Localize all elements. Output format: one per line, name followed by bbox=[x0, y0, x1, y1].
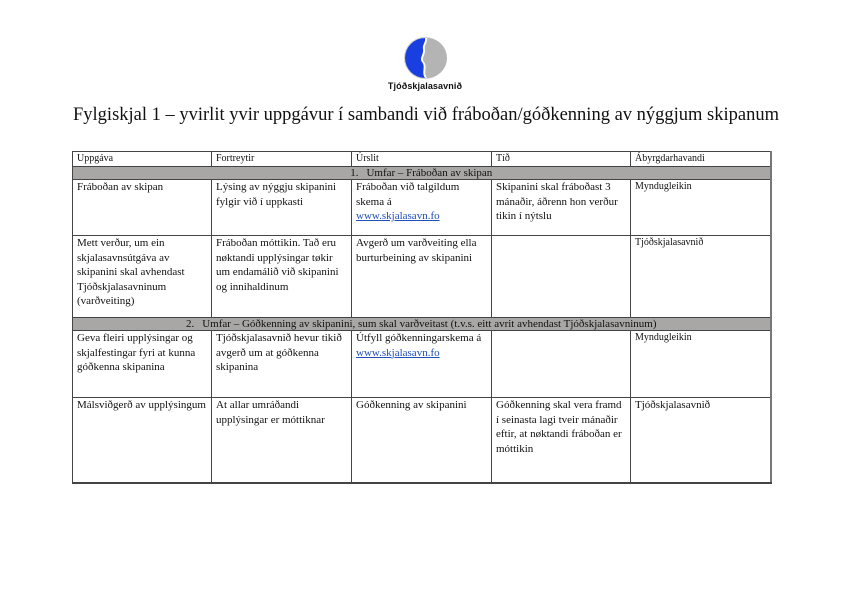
section-label: Umfar – Góðkenning av skipanini, sum skal varðveitast (t.v.s. eitt avrit avhendast Tjóðskjalasavninum) bbox=[202, 318, 657, 330]
cell-time: Góðkenning skal vera framd í seinasta lagi tveir mánaðir eftir, at nøktandi fráboðan er móttikin bbox=[492, 398, 631, 484]
logo-right-half bbox=[423, 38, 447, 78]
section-heading bbox=[73, 167, 771, 180]
cell-task: Fráboðan av skipan bbox=[73, 180, 212, 236]
skjalasavn-link[interactable]: www.skjalasavn.fo bbox=[356, 346, 440, 359]
cell-task: Mett verður, um ein skjalasavnsútgáva av skipanini skal avhendast Tjóðskjalasavninum (varðveiting) bbox=[73, 236, 212, 318]
cell-time bbox=[492, 331, 631, 398]
cell-time: Skipanini skal fráboðast 3 mánaðir, áðrenn hon verður tikin í nýtslu bbox=[492, 180, 631, 236]
section-label: Umfar – Fráboðan av skipan bbox=[366, 167, 493, 179]
table-row bbox=[73, 331, 771, 398]
header-prerequisites: Fortreytir bbox=[212, 152, 352, 167]
logo bbox=[380, 36, 470, 96]
page-title: Fylgiskjal 1 – yvirlit yvir uppgávur í sambandi við fráboðan/góðkenning av nýggjum skipanum bbox=[73, 105, 779, 125]
skjalasavn-link[interactable]: www.skjalasavn.fo bbox=[356, 210, 440, 222]
cell-result: Avgerð um varðveiting ella burturbeining av skipanini bbox=[352, 236, 492, 318]
cell-result bbox=[352, 331, 492, 398]
task-overview-table bbox=[72, 151, 772, 484]
cell-prerequisites: Tjóðskjalasavnið hevur tikið avgerð um at góðkenna skipanina bbox=[212, 331, 352, 398]
section-row-2 bbox=[73, 318, 771, 331]
cell-responsible: Tjóðskjalasavnið bbox=[631, 236, 771, 318]
cell-prerequisites: At allar umráðandi upplýsingar er móttiknar bbox=[212, 398, 352, 484]
cell-responsible: Myndugleikin bbox=[631, 180, 771, 236]
cell-result bbox=[352, 180, 492, 236]
section-row-1 bbox=[73, 167, 771, 180]
table-row bbox=[73, 180, 771, 236]
table-row bbox=[73, 236, 771, 318]
cell-time bbox=[492, 236, 631, 318]
section-number: 1. bbox=[350, 167, 359, 179]
header-time: Tíð bbox=[492, 152, 631, 167]
section-number: 2. bbox=[185, 318, 195, 330]
cell-prerequisites: Fráboðan móttikin. Tað eru nøktandi upplýsingar tøkir um endamálið við skipanini og innihaldinum bbox=[212, 236, 352, 318]
result-text: Útfyll góðkenningarskema á bbox=[356, 332, 482, 344]
cell-result: Góðkenning av skipanini bbox=[352, 398, 492, 484]
logo-text: Tjóðskjalasavnið bbox=[387, 81, 463, 91]
cell-responsible: Myndugleikin bbox=[631, 331, 771, 398]
header-result: Úrslit bbox=[352, 152, 492, 167]
table-row bbox=[73, 398, 771, 484]
seal-logo-icon bbox=[403, 36, 447, 80]
header-task: Uppgáva bbox=[73, 152, 212, 167]
cell-prerequisites: Lýsing av nýggju skipanini fylgir við í uppkasti bbox=[212, 180, 352, 236]
header-responsible: Ábyrgdarhavandi bbox=[631, 152, 771, 167]
cell-task: Geva fleiri upplýsingar og skjalfestingar fyri at kunna góðkenna skipanina bbox=[73, 331, 212, 398]
section-heading bbox=[73, 318, 771, 331]
cell-responsible: Tjóðskjalasavnið bbox=[631, 398, 771, 484]
result-text: Fráboðan við talgildum skema á bbox=[356, 181, 460, 208]
table-header-row bbox=[73, 152, 771, 167]
cell-task: Málsviðgerð av upplýsingum bbox=[73, 398, 212, 484]
